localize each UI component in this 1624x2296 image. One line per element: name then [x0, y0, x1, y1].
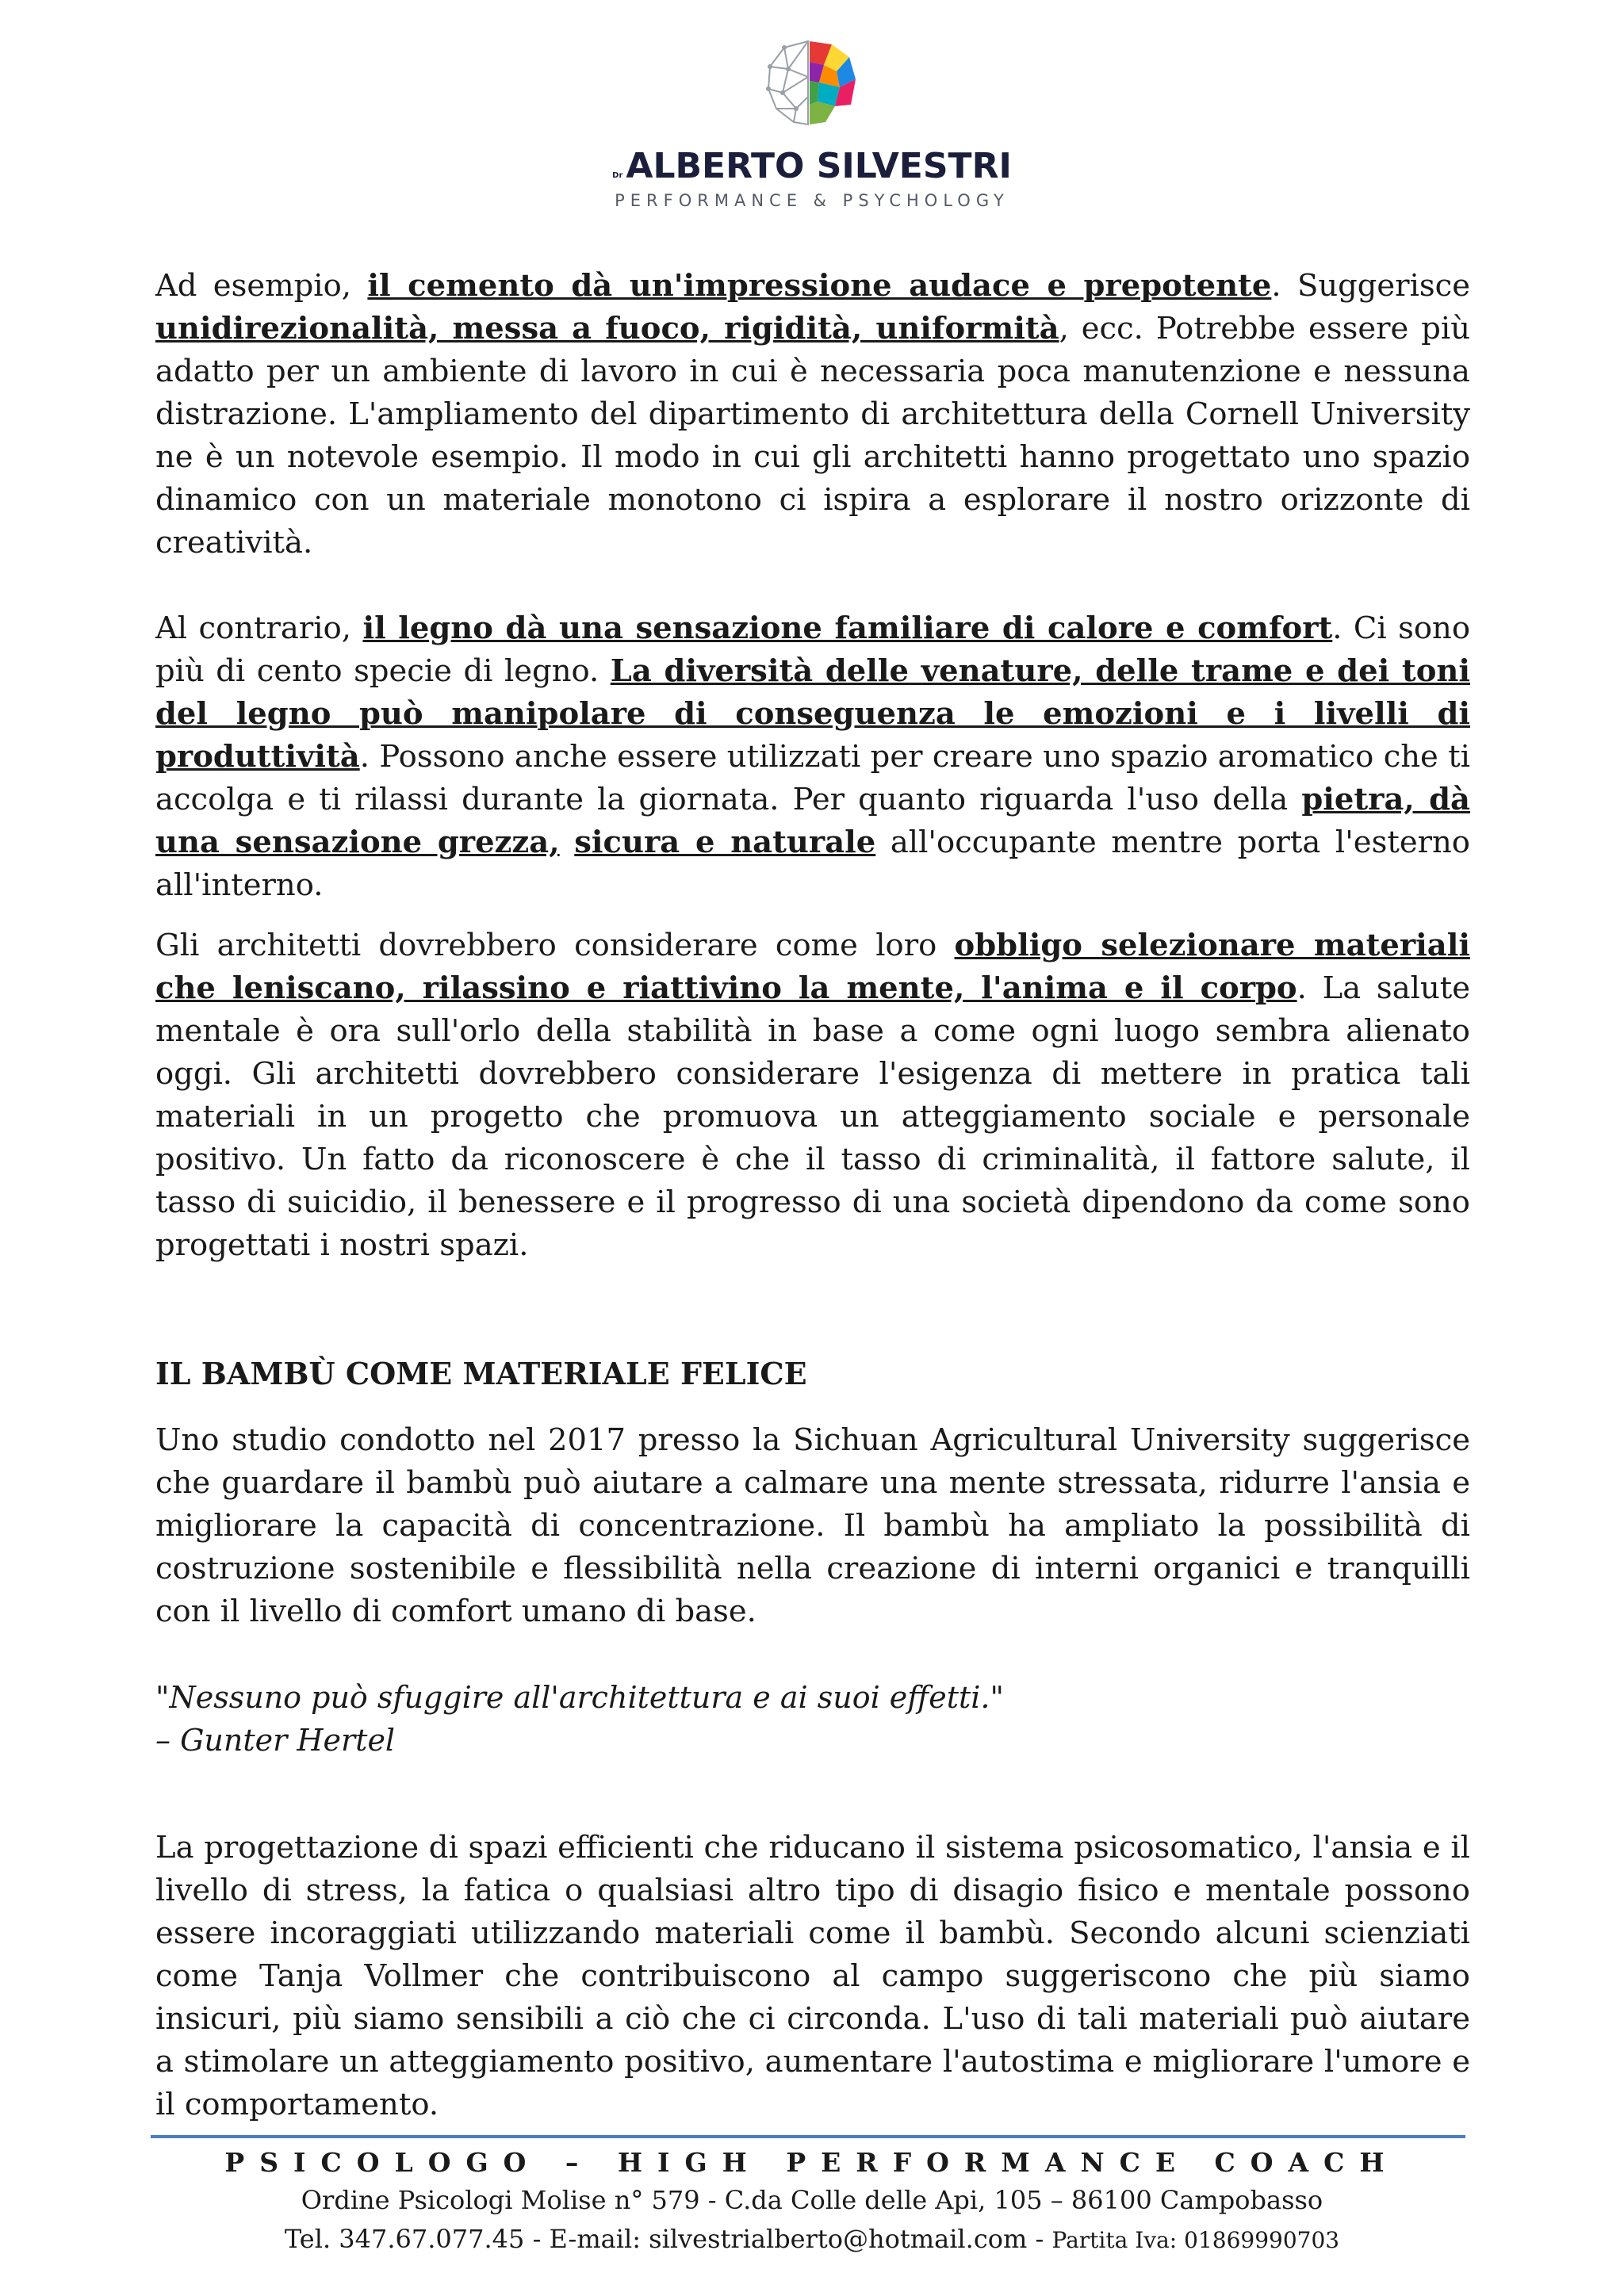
text-run: . Suggerisce — [1271, 268, 1471, 304]
text-run: Ad esempio, — [155, 268, 368, 304]
text-run: . Ci sono più di cento specie di legno. — [155, 610, 1471, 689]
emphasis-text: La diversità delle venature, delle trame e dei toni del legno può manipolare di conseguenza le emozioni e i livelli di produttività — [155, 653, 1470, 775]
logo-tagline: PERFORMANCE & PSYCHOLOGY — [615, 191, 1009, 210]
paragraph-obligation — [155, 924, 1470, 1267]
colorful-brain-icon — [760, 33, 864, 136]
emphasis-text: unidirezionalità, messa a fuoco, rigidità, uniformità — [155, 311, 1059, 346]
quote-text: "Nessuno può sfuggire all'architettura e ai suoi effetti." — [155, 1680, 1004, 1715]
paragraph-wood-stone — [155, 607, 1470, 907]
emphasis-text: sicura e naturale — [574, 825, 876, 860]
section-heading: IL BAMBÙ COME MATERIALE FELICE — [155, 1356, 807, 1391]
document-body — [155, 265, 1470, 2126]
emphasis-text: obbligo selezionare materiali che leniscano, rilassino e riattivino la mente, l'anima e il corpo — [155, 928, 1470, 1006]
emphasis-text: il legno dà una sensazione familiare di calore e comfort — [362, 610, 1333, 646]
footer-title: PSICOLOGO – HIGH PERFORMANCE COACH — [224, 2147, 1400, 2178]
footer-phone-email: Tel. 347.67.077.45 - E-mail: silvestrialberto@hotmail.com - — [284, 2224, 1052, 2254]
paragraph-efficient-spaces: La progettazione di spazi efficienti che riducano il sistema psicosomatico, l'ansia e il livello di stress, la fatica o qualsiasi altro tipo di disagio fisico e mentale possono essere incoraggiati utilizzando materiali come il bambù. Secondo alcuni scienziati come Tanja Vollmer che contribuiscono al campo suggeriscono che più siamo insicuri, più siamo sensibili a ciò che ci circonda. L'uso di tali materiali può aiutare a stimolare un atteggiamento positivo, aumentare l'autostima e migliorare l'umore e il comportamento. — [155, 1830, 1470, 2122]
text-run: . Possono anche essere utilizzati per creare uno spazio aromatico che ti accolga e ti rilassi durante la giornata. Per quanto riguarda l'uso della — [155, 739, 1470, 817]
emphasis-text: pietra, dà una sensazione grezza, — [155, 782, 1470, 860]
emphasis-text: il cemento dà un'impressione audace e prepotente — [367, 268, 1272, 304]
footer-address: Ordine Psicologi Molise n° 579 - C.da Colle delle Api, 105 – 86100 Campobasso — [301, 2185, 1323, 2215]
footer-rule — [151, 2135, 1465, 2138]
logo-prefix: Dr — [612, 171, 623, 180]
paragraph-bamboo-study: Uno studio condotto nel 2017 presso la Sichuan Agricultural University suggerisce che guardare il bambù può aiutare a calmare una mente stressata, ridurre l'ansia e migliorare la capacità di concentrazione. Il bambù ha ampliato la possibilità di costruzione sostenibile e flessibilità nella creazione di interni organici e tranquilli con il livello di comfort umano di base. — [155, 1422, 1470, 1629]
text-run — [560, 825, 575, 860]
text-run: Gli architetti dovrebbero considerare come loro — [155, 928, 955, 963]
quote-author: – Gunter Hertel — [155, 1723, 396, 1758]
logo-name — [0, 146, 1624, 186]
logo-name-text: ALBERTO SILVESTRI — [626, 146, 1012, 186]
text-run: all'occupante mentre porta l'esterno all'interno. — [155, 825, 1470, 903]
text-run: , ecc. Potrebbe essere più adatto per un ambiente di lavoro in cui è necessaria poca manutenzione e nessuna distrazione. L'ampliamento del dipartimento di architettura della Cornell University ne è un notevole esempio. Il modo in cui gli architetti hanno progettato uno spazio dinamico con un materiale monotono ci ispira a esplorare il nostro orizzonte di creatività. — [155, 311, 1471, 561]
header-logo — [0, 33, 1624, 210]
footer-vat: Partita Iva: 01869990703 — [1051, 2227, 1340, 2253]
text-run: . La salute mentale è ora sull'orlo della stabilità in base a come ogni luogo sembra alienato oggi. Gli architetti dovrebbero considerare l'esigenza di mettere in pratica tali materiali in un progetto che promuova un atteggiamento sociale e personale positivo. Un fatto da riconoscere è che il tasso di criminalità, il fattore salute, il tasso di suicidio, il benessere e il progresso di una società dipendono da come sono progettati i nostri spazi. — [155, 970, 1471, 1263]
text-run: Al contrario, — [155, 610, 363, 646]
paragraph-concrete — [155, 265, 1470, 564]
footer-contacts — [0, 2224, 1624, 2254]
